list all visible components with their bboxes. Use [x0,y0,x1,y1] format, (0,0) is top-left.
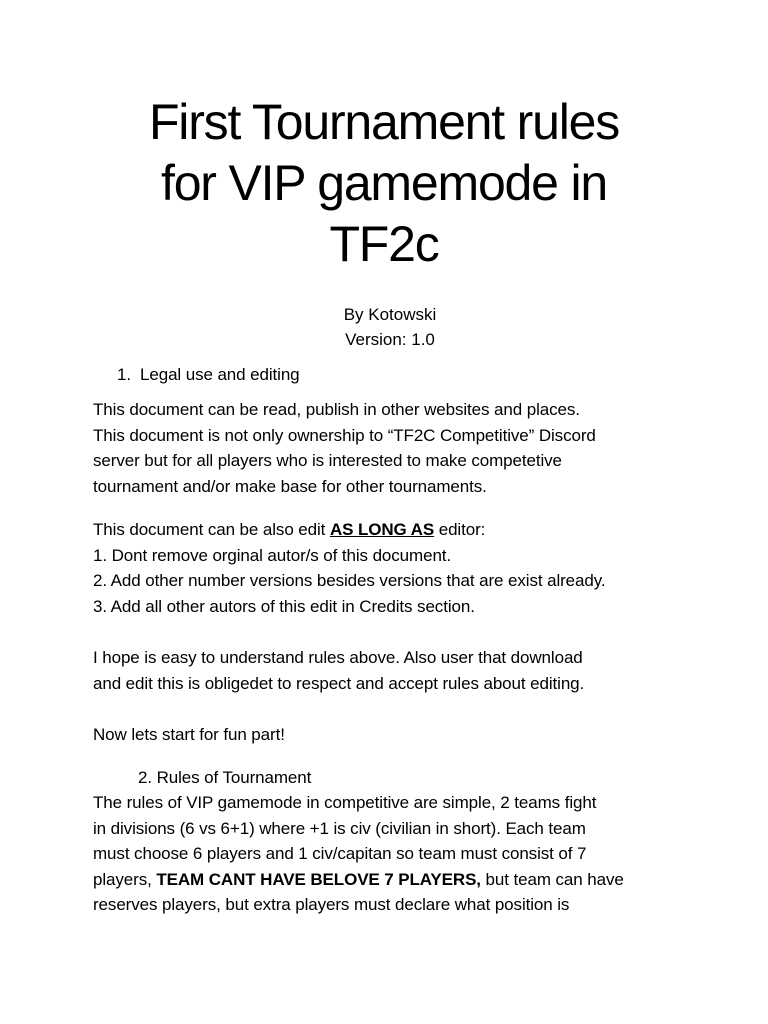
text-line: must choose 6 players and 1 civ/capitan so team must consist of 7 [93,844,587,863]
author-line: By Kotowski [343,305,437,324]
text-fragment: but team can have [480,869,624,889]
text-line: This document can be read, publish in other websites and places. [93,400,580,419]
text-fragment: editor: [434,520,486,539]
document-title [0,92,768,275]
text-line [93,867,693,893]
text-line: I hope is easy to understand rules above. Also user that download [93,648,583,667]
section-heading-tournament [138,765,738,791]
section-heading-legal [117,362,717,388]
paragraph-understanding [93,645,693,696]
text-line: The rules of VIP gamemode in competitive are simple, 2 teams fight [93,793,597,812]
text-line: tournament and/or make base for other tournaments. [93,476,487,496]
emphasis-as-long-as: AS LONG AS [329,520,435,539]
section-number: 1. [117,365,131,384]
title-line: First Tournament rules [148,94,620,150]
section-heading-text: 2. Rules of Tournament [138,768,312,787]
text-line: reserves players, but extra players must declare what position is [93,895,570,914]
text-line: server but for all players who is interested to make competetive [93,451,562,470]
text-line [93,517,693,543]
text-line: Now lets start for fun part! [93,725,285,744]
text-line: This document is not only ownership to “TF2C Competitive” Discord [93,425,596,445]
text-fragment: players, [93,869,157,889]
title-line: for VIP gamemode in [161,155,607,211]
paragraph-tournament-rules [93,790,693,918]
edit-rule-item: 3. Add all other autors of this edit in Credits section. [93,596,475,616]
document-meta [0,302,768,352]
paragraph-edit-rules [93,517,693,619]
emphasis-team-size: TEAM CANT HAVE BELOVE 7 PLAYERS, [156,869,481,889]
edit-rule-item: 2. Add other number versions besides versions that are exist already. [93,571,606,590]
section-heading-text: Legal use and editing [140,365,300,384]
paragraph-legal-use [93,397,693,499]
version-line: Version: 1.0 [345,330,435,349]
paragraph-fun-part [93,722,693,748]
text-line: in divisions (6 vs 6+1) where +1 is civ (civilian in short). Each team [93,818,586,838]
edit-rule-item: 1. Dont remove orginal autor/s of this document. [93,545,452,565]
text-fragment: This document can be also edit [93,520,330,539]
text-line: and edit this is obligedet to respect and accept rules about editing. [93,673,585,693]
title-line: TF2c [329,216,439,272]
